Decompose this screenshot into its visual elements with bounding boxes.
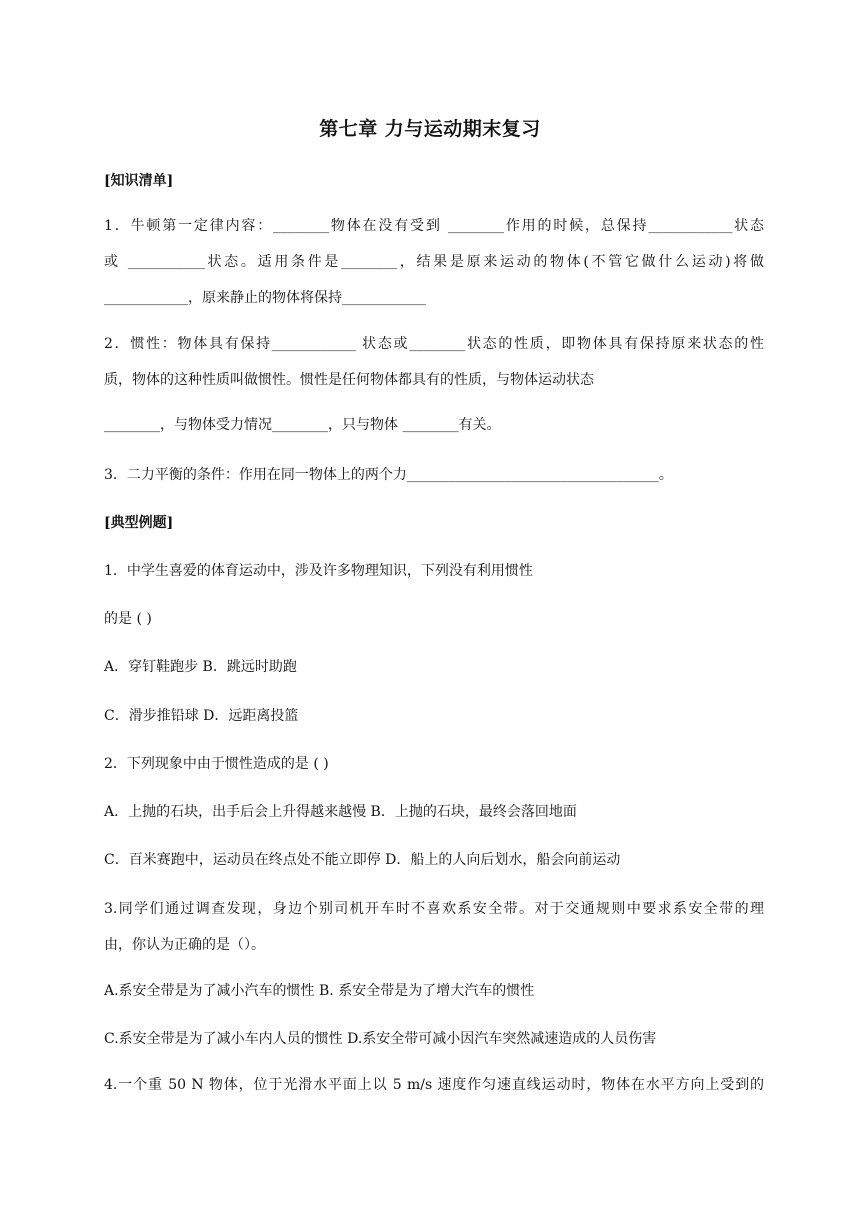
answer-options: A.系安全带是为了减小汽车的惯性 B. 系安全带是为了增大汽车的惯性	[104, 983, 535, 999]
question-text: 2．下列现象中由于惯性造成的是 ( )	[104, 756, 329, 772]
answer-options: A．上抛的石块，出手后会上升得越来越慢 B．上抛的石块，最终会落回地面	[104, 804, 577, 820]
text-line: 或 ___________状态。适用条件是________，结果是原来运动的物体(不管它做什么运动)将做	[104, 254, 764, 270]
text-line: ________，与物体受力情况________，只与物体 ________有关。	[104, 417, 501, 433]
answer-options: C．滑步推铅球 D．远距离投篮	[104, 708, 299, 724]
question-text: 3.同学们通过调查发现，身边个别司机开车时不喜欢系安全带。对于交通规则中要求系安全带的理	[104, 901, 764, 917]
section-header-knowledge: [知识清单]	[104, 173, 174, 189]
answer-options: A．穿钉鞋跑步 B．跳远时助跑	[104, 659, 297, 675]
text-line: 2．惯性：物体具有保持____________ 状态或________状态的性质，即物体具有保持原来状态的性	[104, 336, 764, 352]
text-line: 1．牛顿第一定律内容：________物体在没有受到 ________作用的时候，总保持____________状态	[104, 218, 764, 234]
answer-options: C．百米赛跑中，运动员在终点处不能立即停 D．船上的人向后划水，船会向前运动	[104, 852, 621, 868]
page-title: 第七章 力与运动期末复习	[319, 118, 541, 140]
question-text: 由，你认为正确的是（）。	[104, 937, 265, 953]
question-text: 1．中学生喜爱的体育运动中，涉及许多物理知识，下列没有利用惯性	[104, 563, 533, 579]
text-line: 3．二力平衡的条件：作用在同一物体上的两个力____________________________________。	[104, 467, 673, 483]
question-text: 4.一个重 50 N 物体，位于光滑水平面上以 5 m/s 速度作匀速直线运动时，物体在水平方向上受到的	[104, 1077, 764, 1093]
answer-options: C.系安全带是为了减小车内人员的惯性 D.系安全带可减小因汽车突然减速造成的人员伤害	[104, 1031, 657, 1047]
text-line: ____________，原来静止的物体将保持____________	[104, 290, 426, 306]
text-line: 质，物体的这种性质叫做惯性。惯性是任何物体都具有的性质，与物体运动状态	[104, 372, 594, 388]
section-header-examples: [典型例题]	[104, 515, 174, 531]
question-text: 的是 ( )	[104, 611, 152, 627]
